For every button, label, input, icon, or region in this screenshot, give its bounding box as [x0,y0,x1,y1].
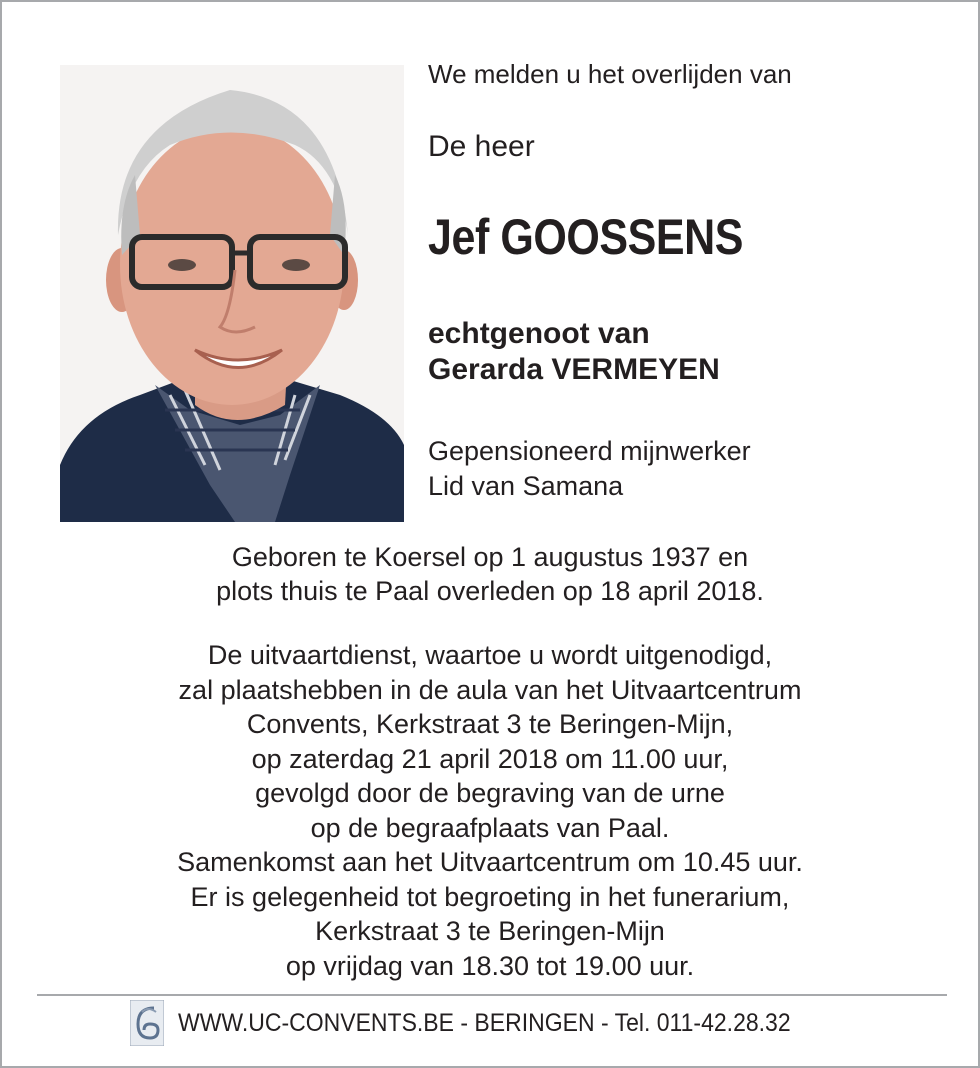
text-line: zal plaatshebben in de aula van het Uitvaartcentrum [178,674,802,705]
footer-contact: WWW.UC-CONVENTS.BE - BERINGEN - Tel. 011-42.28.32 [178,1009,791,1037]
text-line: op vrijdag van 18.30 tot 19.00 uur. [285,950,695,981]
spouse-block [428,316,720,388]
text-line: Convents, Kerkstraat 3 te Beringen-Mijn, [246,709,734,739]
ceremony-details [2,638,978,983]
roles-block [428,434,751,504]
footer [2,1000,978,1050]
text-line: gevolgd door de begraving van de urne [255,778,725,808]
text-line: op zaterdag 21 april 2018 om 11.00 uur, [251,743,729,774]
text-line: plots thuis te Paal overleden op 18 april 2018. [216,576,764,606]
deceased-name: Jef GOOSSENS [428,209,744,265]
role-occupation: Gepensioneerd mijnwerker [428,436,751,466]
uc-convents-logo-icon [130,1000,164,1046]
divider [37,994,947,996]
text-line: Geboren te Koersel op 1 augustus 1937 en [231,542,749,572]
birth-death-details [2,540,978,608]
role-membership: Lid van Samana [428,471,624,501]
text-line: Samenkomst aan het Uitvaartcentrum om 10.45 uur. [177,847,803,877]
text-line: op de begraafplaats van Paal. [310,812,670,843]
portrait-photo [60,65,404,522]
honorific: De heer [428,130,535,163]
text-line: Er is gelegenheid tot begroeting in het funerarium, [190,881,790,912]
text-line: Kerkstraat 3 te Beringen-Mijn [315,916,665,946]
spouse-name: Gerarda VERMEYEN [428,353,720,386]
portrait-illustration [60,65,404,522]
text-line: De uitvaartdienst, waartoe u wordt uitgenodigd, [207,640,773,670]
intro-text: We melden u het overlijden van [428,59,792,89]
spouse-label: echtgenoot van [428,317,650,350]
